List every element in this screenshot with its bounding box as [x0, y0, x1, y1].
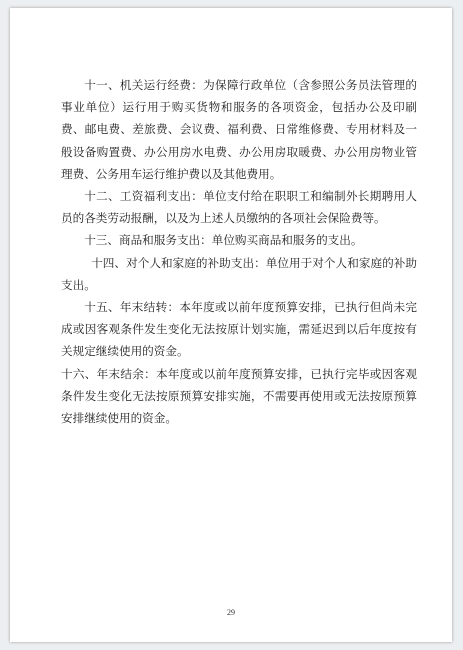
document-body: [61, 74, 417, 429]
paragraph-year-end-surplus: 十六、年末结余：本年度或以前年度预算安排，已执行完毕或因客观条件发生变化无法按原预算安排实施，不需要再使用或无法按原预算安排继续使用的资金。: [61, 366, 417, 426]
paragraph-household-subsidy: 十四、对个人和家庭的补助支出：单位用于对个人和家庭的补助支出。: [61, 255, 417, 292]
paragraph-goods-services: 十三、商品和服务支出：单位购买商品和服务的支出。: [84, 233, 363, 248]
paragraph-operating-expenses: 十一、机关运行经费：为保障行政单位（含参照公务员法管理的事业单位）运行用于购买货物和服务的各项资金，包括办公及印刷费、邮电费、差旅费、会议费、福利费、日常维修费、专用材料及一般设备购置费、办公用房水电费、办公用房取暖费、办公用房物业管理费、公务用车运行维护费以及其他费用。: [61, 78, 417, 181]
paragraph-wage-welfare: 十二、工资福利支出：单位支付给在职职工和编制外长期聘用人员的各类劳动报酬，以及为上述人员缴纳的各项社会保险费等。: [61, 189, 417, 226]
document-page: [10, 8, 452, 642]
page-number: 29: [227, 608, 235, 617]
paragraph-year-end-carryover: 十五、年末结转：本年度或以前年度预算安排，已执行但尚未完成或因客观条件发生变化无法按原计划实施，需延迟到以后年度按有关规定继续使用的资金。: [61, 300, 417, 359]
